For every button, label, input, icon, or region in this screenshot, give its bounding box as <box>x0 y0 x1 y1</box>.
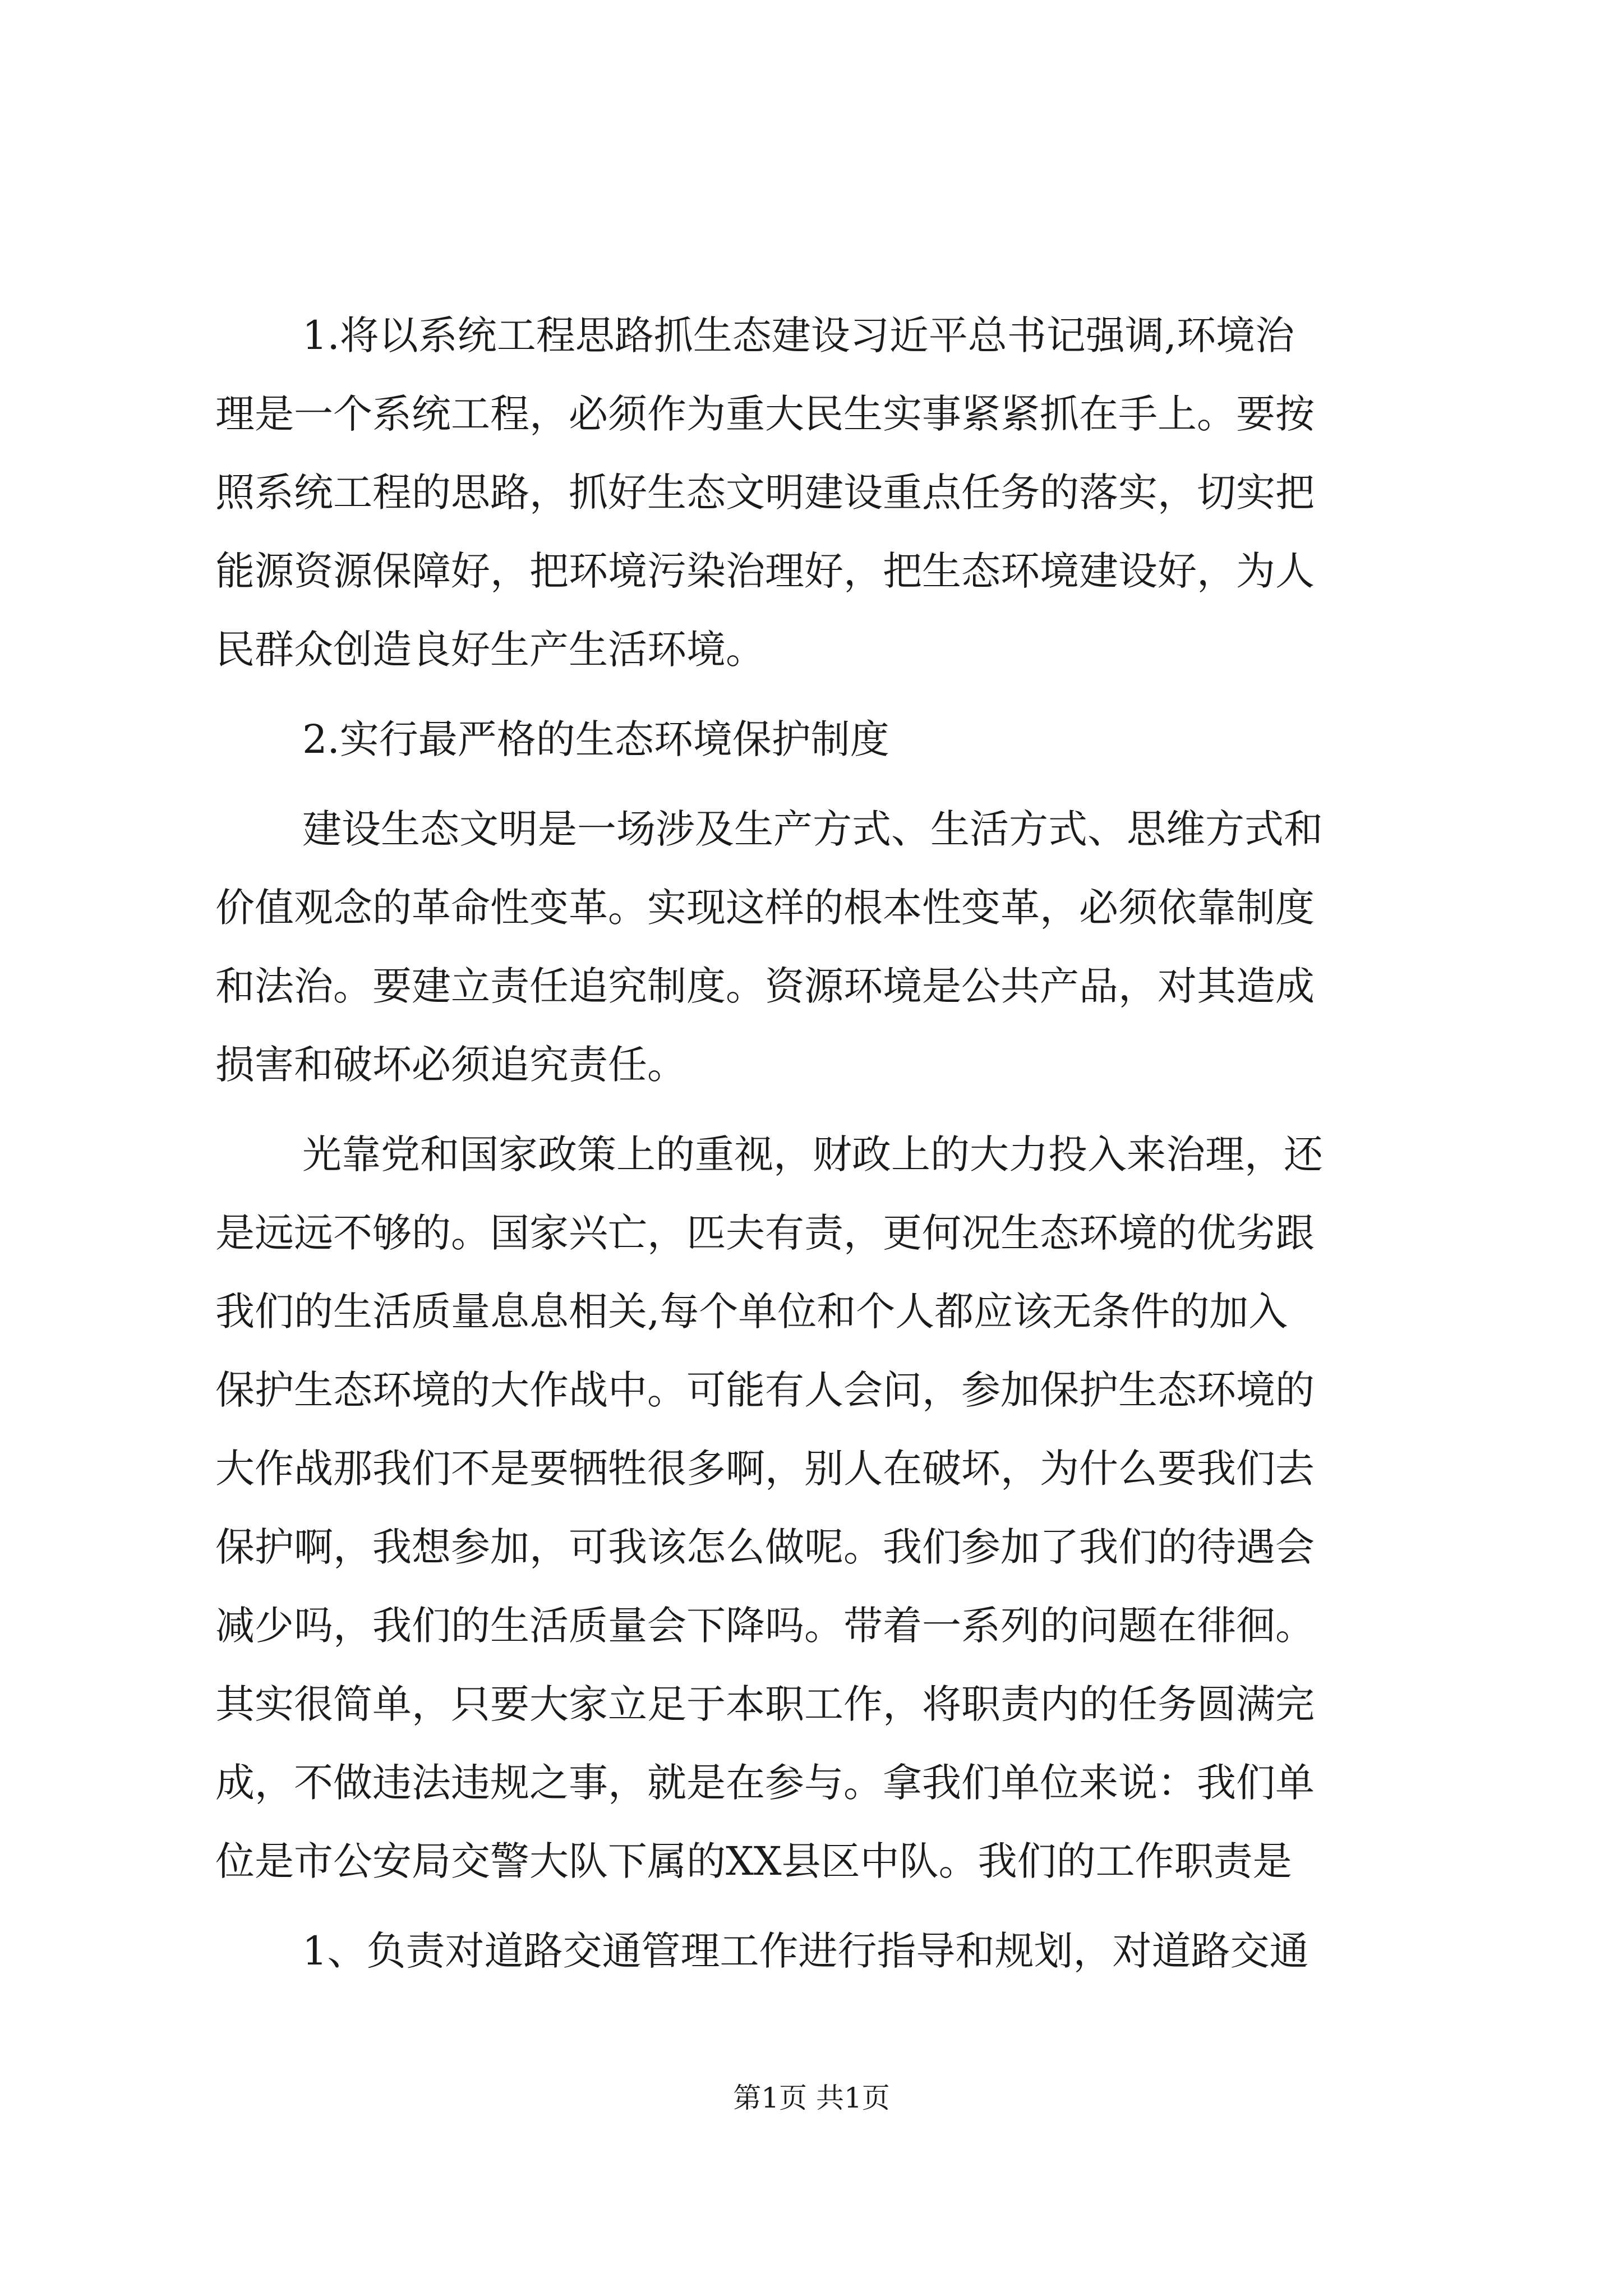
para-1-line-1: 1.将以系统工程思路抓生态建设习近平总书记强调,环境治 <box>302 312 1295 358</box>
para-3-line-3: 和法治。要建立责任追究制度。资源环境是公共产品，对其造成 <box>215 963 1315 1009</box>
para-1-line-2: 理是一个系统工程，必须作为重大民生实事紧紧抓在手上。要按 <box>215 391 1315 437</box>
para-4-line-4: 保护生态环境的大作战中。可能有人会问，参加保护生态环境的 <box>215 1367 1315 1413</box>
section-heading-2: 2.实行最严格的生态环境保护制度 <box>302 716 889 762</box>
para-3-line-1: 建设生态文明是一场涉及生产方式、生活方式、思维方式和 <box>302 806 1323 852</box>
para-5-line-1: 1、负责对道路交通管理工作进行指导和规划，对道路交通 <box>302 1928 1309 1974</box>
para-4-line-3: 我们的生活质量息息相关,每个单位和个人都应该无条件的加入 <box>215 1289 1288 1335</box>
para-1-line-3: 照系统工程的思路，抓好生态文明建设重点任务的落实，切实把 <box>215 470 1315 516</box>
para-4-line-6: 保护啊，我想参加，可我该怎么做呢。我们参加了我们的待遇会 <box>215 1524 1315 1570</box>
para-4-line-8: 其实很简单，只要大家立足于本职工作，将职责内的任务圆满完 <box>215 1681 1315 1727</box>
para-4-line-1: 光靠党和国家政策上的重视，财政上的大力投入来治理，还 <box>302 1131 1323 1177</box>
para-3-line-2: 价值观念的革命性变革。实现这样的根本性变革，必须依靠制度 <box>215 885 1315 931</box>
para-4-line-9: 成，不做违法违规之事，就是在参与。拿我们单位来说：我们单 <box>215 1760 1315 1806</box>
page-footer: 第1页 共1页 <box>733 2082 890 2114</box>
para-1-line-4: 能源资源保障好，把环境污染治理好，把生态环境建设好，为人 <box>215 548 1315 594</box>
para-4-line-2: 是远远不够的。国家兴亡，匹夫有责，更何况生态环境的优劣跟 <box>215 1210 1315 1256</box>
para-4-line-7: 减少吗，我们的生活质量会下降吗。带着一系列的问题在徘徊。 <box>215 1603 1315 1649</box>
para-4-line-5: 大作战那我们不是要牺牲很多啊，别人在破坏，为什么要我们去 <box>215 1446 1315 1492</box>
para-4-line-10: 位是市公安局交警大队下属的XX县区中队。我们的工作职责是 <box>215 1838 1292 1884</box>
para-1-line-5: 民群众创造良好生产生活环境。 <box>215 627 765 673</box>
para-3-line-4: 损害和破坏必须追究责任。 <box>215 1042 686 1088</box>
